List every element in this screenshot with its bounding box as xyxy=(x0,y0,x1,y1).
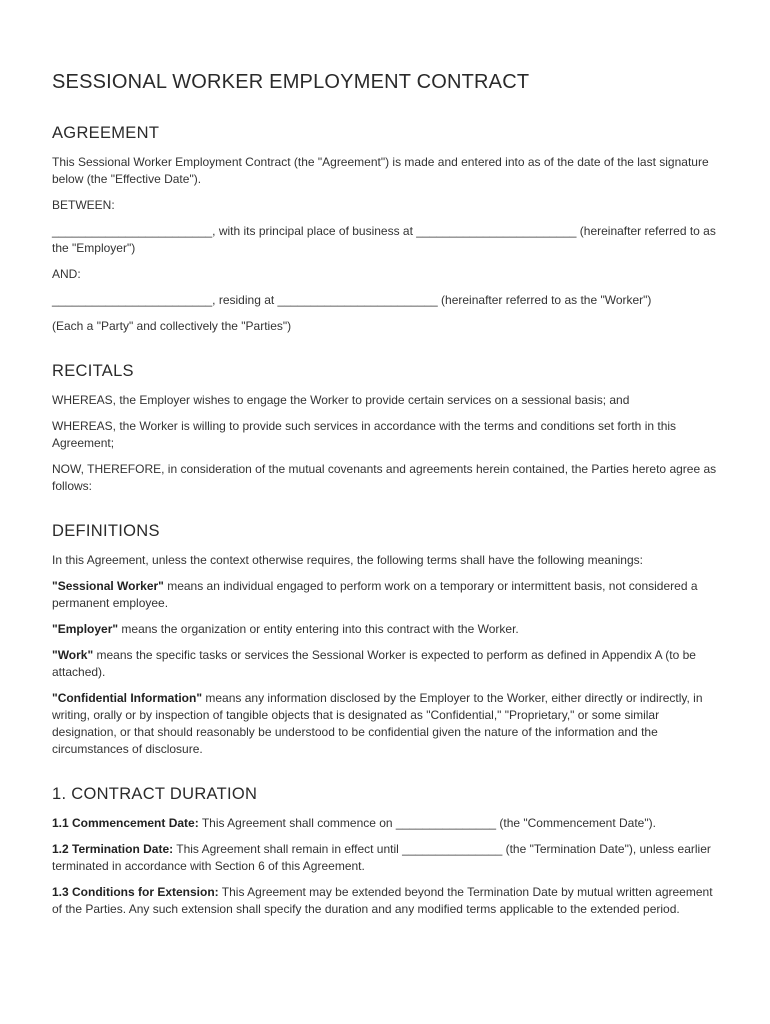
document-title: SESSIONAL WORKER EMPLOYMENT CONTRACT xyxy=(52,71,530,93)
definition-item xyxy=(52,621,720,638)
clause-term: 1.3 Conditions for Extension: xyxy=(52,885,219,899)
parties-line: (Each a "Party" and collectively the "Parties") xyxy=(52,319,292,333)
clause-text: This Agreement may be extended beyond the Termination Date by mutual written agreement of the Parties. Any such extension shall specify the duration and any modified terms applicable to the extended period. xyxy=(52,885,713,916)
clause-text: This Agreement shall commence on _______________ (the "Commencement Date"). xyxy=(198,816,656,830)
definition-term: "Confidential Information" xyxy=(52,691,203,705)
definition-text: means an individual engaged to perform work on a temporary or intermittent basis, not considered a permanent employee. xyxy=(52,579,698,610)
definitions-section xyxy=(52,520,720,758)
recital-1: WHEREAS, the Employer wishes to engage the Worker to provide certain services on a sessional basis; and xyxy=(52,393,630,407)
clause-term: 1.1 Commencement Date: xyxy=(52,816,199,830)
clause-text: This Agreement shall remain in effect until _______________ (the "Termination Date"), unless earlier terminated in accordance with Section 6 of this Agreement. xyxy=(52,842,711,873)
definitions-heading: DEFINITIONS xyxy=(52,522,160,540)
and-label: AND: xyxy=(52,267,81,281)
clause-item xyxy=(52,815,720,832)
recitals-section xyxy=(52,360,720,495)
contract-duration-heading: 1. CONTRACT DURATION xyxy=(52,785,258,803)
clause-item xyxy=(52,841,720,875)
agreement-section xyxy=(52,122,720,335)
employer-line: ________________________, with its principal place of business at ________________________ (hereinafter referred to as the "Employer") xyxy=(52,224,716,255)
definition-item xyxy=(52,690,720,758)
definition-item xyxy=(52,578,720,612)
definition-text: means any information disclosed by the Employer to the Worker, either directly or indirectly, in writing, orally or by inspection of tangible objects that is designated as "Confidential," "Proprietary," or some similar designation, or that should reasonably be understood to be confidential given the nature of the information and the circumstances of disclosure. xyxy=(52,691,703,756)
definition-term: "Sessional Worker" xyxy=(52,579,164,593)
definition-term: "Work" xyxy=(52,648,94,662)
recitals-heading: RECITALS xyxy=(52,362,134,380)
definition-item xyxy=(52,647,720,681)
definition-text: means the organization or entity entering into this contract with the Worker. xyxy=(118,622,519,636)
contract-duration-section xyxy=(52,783,720,918)
definition-text: means the specific tasks or services the Sessional Worker is expected to perform as defined in Appendix A (to be attached). xyxy=(52,648,696,679)
recital-2: WHEREAS, the Worker is willing to provide such services in accordance with the terms and conditions set forth in this Agreement; xyxy=(52,419,677,450)
definitions-intro: In this Agreement, unless the context otherwise requires, the following terms shall have the following meanings: xyxy=(52,553,643,567)
document-content xyxy=(52,68,720,943)
recital-3: NOW, THEREFORE, in consideration of the mutual covenants and agreements herein contained, the Parties hereto agree as follows: xyxy=(52,462,717,493)
clause-term: 1.2 Termination Date: xyxy=(52,842,174,856)
between-label: BETWEEN: xyxy=(52,198,115,212)
definition-term: "Employer" xyxy=(52,622,119,636)
clause-item xyxy=(52,884,720,918)
agreement-intro: This Sessional Worker Employment Contract (the "Agreement") is made and entered into as of the date of the last signature below (the "Effective Date"). xyxy=(52,155,709,186)
worker-line: ________________________, residing at ________________________ (hereinafter referred to as the "Worker") xyxy=(52,293,652,307)
agreement-heading: AGREEMENT xyxy=(52,124,160,142)
